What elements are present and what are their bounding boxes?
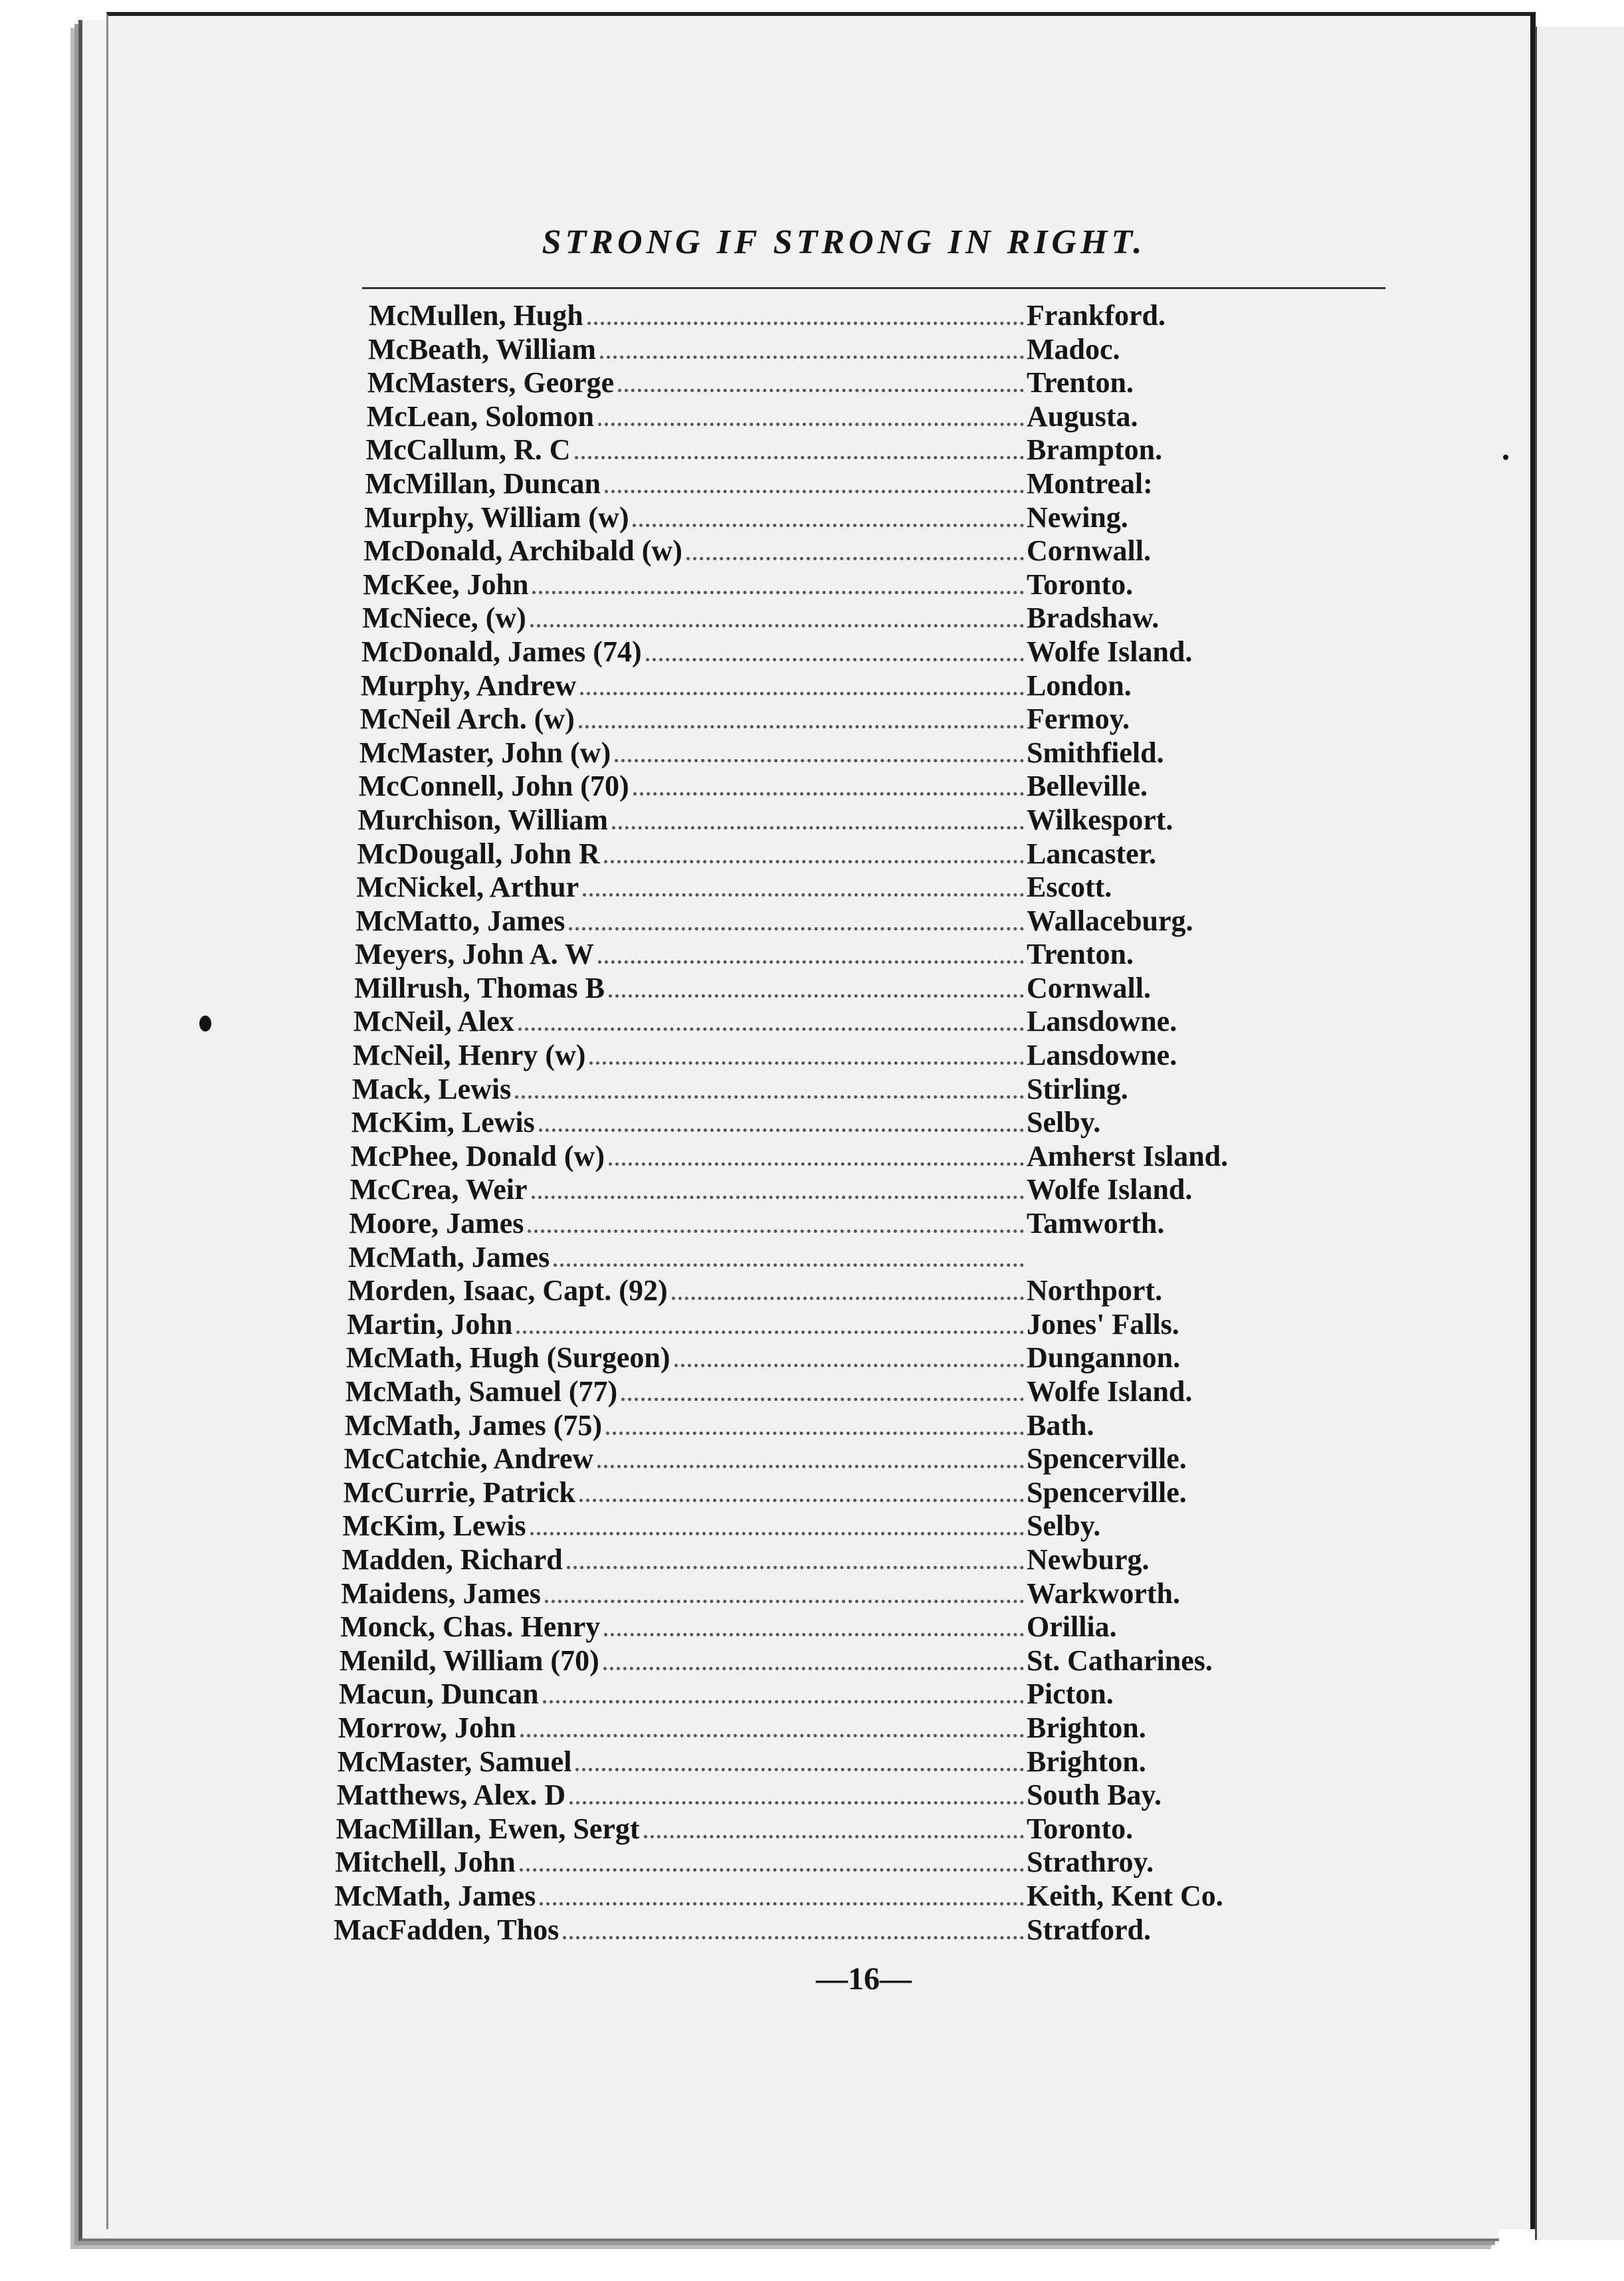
- list-entry: [363, 534, 1292, 568]
- entry-place: Bradshaw.: [1027, 601, 1160, 635]
- list-entry: [344, 1476, 1293, 1510]
- list-entry: [351, 1140, 1293, 1174]
- dot-leader: [633, 524, 1024, 527]
- entry-name: Martin, John: [347, 1307, 513, 1341]
- list-entry: [357, 837, 1292, 871]
- dot-leader: [567, 1566, 1024, 1569]
- dot-leader: [583, 893, 1024, 897]
- list-entry: [334, 1880, 1292, 1913]
- entry-name: McDonald, James (74): [361, 635, 642, 668]
- entry-place: Stratford.: [1027, 1913, 1151, 1946]
- dot-leader: [604, 1633, 1024, 1636]
- dot-leader: [598, 960, 1024, 964]
- entry-place: Spencerville.: [1027, 1442, 1187, 1475]
- list-entry: [342, 1509, 1292, 1543]
- entry-name: MacFadden, Thos: [334, 1913, 559, 1946]
- entry-name: McBeath, William: [367, 332, 596, 366]
- dot-leader: [530, 624, 1024, 627]
- list-entry: [366, 433, 1292, 467]
- entry-place: Wilkesport.: [1027, 803, 1173, 836]
- dot-leader: [615, 759, 1024, 762]
- entry-place: Keith, Kent Co.: [1027, 1879, 1223, 1912]
- dot-leader: [569, 1801, 1024, 1804]
- entry-name: McMath, Hugh (Surgeon): [346, 1341, 670, 1374]
- list-entry: [360, 703, 1292, 736]
- dot-leader: [603, 1667, 1024, 1670]
- head-rule: [362, 287, 1385, 289]
- list-entry: [341, 1577, 1292, 1611]
- entry-place: Strathroy.: [1027, 1846, 1154, 1879]
- dot-leader: [516, 1331, 1024, 1334]
- entry-place: Brighton.: [1027, 1745, 1146, 1778]
- dot-leader: [579, 725, 1024, 728]
- dot-leader: [621, 1398, 1024, 1401]
- list-entry: [358, 804, 1293, 837]
- list-entry: [334, 1913, 1292, 1947]
- dot-leader: [600, 356, 1024, 359]
- dot-leader: [554, 1263, 1024, 1267]
- dot-leader: [612, 826, 1024, 829]
- entry-place: Newburg.: [1027, 1543, 1150, 1576]
- entry-name: McNiece, (w): [362, 601, 526, 635]
- entry-name: McMaster, Samuel: [337, 1745, 572, 1778]
- list-entry: [345, 1409, 1292, 1443]
- entry-name: Macun, Duncan: [338, 1678, 539, 1711]
- list-entry: [359, 770, 1292, 804]
- dot-leader: [563, 1936, 1024, 1939]
- page-number: —16—: [816, 1961, 912, 1997]
- entry-place: Trenton.: [1027, 938, 1134, 971]
- entry-name: McNickel, Arthur: [356, 871, 579, 904]
- dot-leader: [530, 1532, 1024, 1535]
- entry-name: Murchison, William: [357, 803, 609, 836]
- entry-place: Frankford.: [1027, 299, 1166, 332]
- dot-leader: [589, 1061, 1024, 1065]
- list-entry: [344, 1442, 1292, 1476]
- entry-name: McDougall, John R: [357, 837, 600, 870]
- entry-name: McMatto, James: [355, 904, 565, 937]
- list-entry: [363, 568, 1292, 602]
- dot-leader: [686, 557, 1024, 560]
- list-entry: [349, 1207, 1292, 1241]
- dot-leader: [540, 1902, 1024, 1905]
- entry-name: McDonald, Archibald (w): [363, 534, 682, 568]
- entry-place: Orillia.: [1027, 1610, 1117, 1644]
- list-entry: [348, 1241, 1292, 1275]
- entry-place: South Bay.: [1027, 1779, 1162, 1812]
- entry-place: Fermoy.: [1027, 703, 1130, 736]
- list-entry: [340, 1610, 1292, 1644]
- entry-name: Maidens, James: [341, 1576, 541, 1610]
- dot-leader: [644, 1835, 1024, 1838]
- entry-place: Selby.: [1027, 1509, 1101, 1543]
- dot-leader: [579, 1499, 1024, 1502]
- dot-leader: [609, 994, 1024, 998]
- dot-leader: [543, 1700, 1024, 1703]
- entry-name: Morden, Isaac, Capt. (92): [348, 1274, 668, 1307]
- entry-place: Amherst Island.: [1027, 1139, 1229, 1172]
- dot-leader: [575, 456, 1024, 459]
- entry-name: McCallum, R. C: [365, 433, 571, 467]
- entry-name: McMaster, John (w): [359, 736, 611, 769]
- entry-place: Dungannon.: [1027, 1341, 1181, 1374]
- list-entry: [364, 501, 1292, 535]
- list-entry: [340, 1644, 1292, 1678]
- list-entry: [365, 467, 1293, 501]
- list-entry: [354, 1005, 1292, 1039]
- dot-leader: [674, 1364, 1024, 1367]
- ink-speck: [1503, 455, 1508, 460]
- list-entry: [354, 972, 1292, 1006]
- entry-name: McMullen, Hugh: [369, 299, 583, 332]
- entry-name: Mack, Lewis: [352, 1072, 512, 1105]
- list-entry: [342, 1543, 1292, 1577]
- entry-name: McMillan, Duncan: [365, 467, 601, 500]
- entry-place: Escott.: [1027, 871, 1112, 904]
- entry-place: Newing.: [1027, 500, 1128, 534]
- list-entry: [367, 400, 1292, 434]
- entry-name: Matthews, Alex. D: [336, 1779, 566, 1812]
- entry-place: Warkworth.: [1027, 1576, 1180, 1610]
- entry-name: McNeil, Alex: [353, 1005, 514, 1038]
- dot-leader: [606, 1432, 1024, 1435]
- entry-name: Murphy, Andrew: [360, 669, 577, 702]
- entry-place: Northport.: [1027, 1274, 1163, 1307]
- entry-name: McCatchie, Andrew: [344, 1442, 594, 1475]
- list-entry: [355, 905, 1292, 938]
- list-entry: [335, 1846, 1292, 1880]
- entry-place: Lansdowne.: [1027, 1005, 1177, 1038]
- running-head: STRONG IF STRONG IN RIGHT.: [542, 223, 1146, 261]
- list-entry: [368, 333, 1292, 367]
- entry-name: McPhee, Donald (w): [350, 1139, 605, 1172]
- list-entry: [336, 1812, 1293, 1846]
- entry-place: Lansdowne.: [1027, 1039, 1177, 1072]
- dot-leader: [580, 692, 1024, 695]
- entry-place: Lancaster.: [1027, 837, 1157, 870]
- dot-leader: [575, 1768, 1024, 1771]
- list-entry: [359, 736, 1292, 770]
- list-entry: [348, 1274, 1292, 1308]
- entry-place: St. Catharines.: [1027, 1644, 1213, 1677]
- list-entry: [352, 1106, 1292, 1140]
- dot-leader: [520, 1868, 1024, 1872]
- list-entry: [367, 366, 1292, 400]
- dot-leader: [518, 1028, 1024, 1031]
- entry-name: Morrow, John: [338, 1711, 516, 1744]
- entry-place: Jones' Falls.: [1027, 1307, 1179, 1341]
- entry-place: Belleville.: [1027, 770, 1148, 803]
- entry-name: McMath, James: [334, 1879, 536, 1912]
- name-list: [336, 299, 1292, 1947]
- entry-name: MacMillan, Ewen, Sergt: [336, 1812, 640, 1845]
- entry-place: Stirling.: [1027, 1072, 1128, 1105]
- dot-leader: [597, 1465, 1024, 1468]
- entry-name: Meyers, John A. W: [355, 938, 594, 971]
- entry-name: McConnell, John (70): [358, 770, 629, 803]
- list-entry: [355, 938, 1292, 972]
- entry-name: Menild, William (70): [340, 1644, 599, 1677]
- entry-place: Wolfe Island.: [1027, 1173, 1193, 1206]
- list-entry: [369, 299, 1292, 333]
- entry-name: Madden, Richard: [342, 1543, 563, 1576]
- entry-name: McLean, Solomon: [366, 399, 594, 433]
- dot-leader: [672, 1297, 1024, 1300]
- list-entry: [361, 669, 1292, 703]
- entry-place: Bath.: [1027, 1408, 1094, 1442]
- entry-place: Tamworth.: [1027, 1207, 1165, 1240]
- entry-name: McKee, John: [363, 568, 529, 601]
- dot-leader: [618, 389, 1024, 392]
- list-entry: [347, 1308, 1292, 1342]
- dot-leader: [520, 1734, 1024, 1737]
- dot-leader: [609, 1162, 1024, 1166]
- entry-name: McKim, Lewis: [342, 1509, 526, 1543]
- entry-name: Millrush, Thomas B: [354, 971, 605, 1004]
- entry-name: Murphy, William (w): [364, 500, 629, 534]
- entry-place: London.: [1027, 669, 1132, 702]
- dot-leader: [605, 490, 1024, 493]
- entry-place: Montreal:: [1027, 467, 1153, 500]
- entry-place: Cornwall.: [1027, 534, 1151, 568]
- facing-page-edge: [1535, 27, 1624, 2240]
- list-entry: [338, 1711, 1292, 1745]
- list-entry: [346, 1375, 1292, 1409]
- list-entry: [350, 1173, 1292, 1207]
- entry-place: Brampton.: [1027, 433, 1163, 467]
- dot-leader: [604, 860, 1024, 863]
- list-entry: [346, 1341, 1292, 1375]
- dot-leader: [532, 591, 1024, 594]
- entry-place: Augusta.: [1027, 399, 1138, 433]
- list-entry: [356, 871, 1292, 905]
- entry-place: Toronto.: [1027, 1812, 1134, 1845]
- entry-name: McMasters, George: [367, 366, 615, 399]
- dot-leader: [598, 423, 1024, 426]
- dot-leader: [532, 1196, 1024, 1199]
- entry-place: Spencerville.: [1027, 1475, 1187, 1509]
- entry-name: Moore, James: [349, 1207, 524, 1240]
- list-entry: [337, 1779, 1292, 1812]
- entry-name: Mitchell, John: [335, 1846, 516, 1879]
- list-entry: [361, 635, 1292, 669]
- list-entry: [338, 1745, 1292, 1779]
- entry-place: Madoc.: [1027, 332, 1120, 366]
- entry-place: Trenton.: [1027, 366, 1134, 399]
- entry-name: McMath, James (75): [344, 1408, 603, 1442]
- list-entry: [362, 601, 1292, 635]
- entry-place: Wolfe Island.: [1027, 635, 1193, 668]
- dot-leader: [515, 1095, 1024, 1099]
- entry-place: Wallaceburg.: [1027, 904, 1193, 937]
- entry-name: McKim, Lewis: [351, 1106, 535, 1139]
- entry-place: Wolfe Island.: [1027, 1375, 1193, 1408]
- dot-leader: [587, 322, 1024, 325]
- entry-name: McMath, Samuel (77): [345, 1375, 618, 1408]
- dot-leader: [539, 1129, 1024, 1132]
- dot-leader: [646, 658, 1024, 661]
- entry-name: McCrea, Weir: [350, 1173, 528, 1206]
- entry-name: Monck, Chas. Henry: [340, 1610, 601, 1644]
- list-entry: [353, 1039, 1292, 1073]
- entry-place: Selby.: [1027, 1106, 1101, 1139]
- entry-place: Brighton.: [1027, 1711, 1146, 1744]
- entry-place: Cornwall.: [1027, 971, 1151, 1004]
- entry-place: Smithfield.: [1027, 736, 1164, 769]
- entry-name: McMath, James: [348, 1240, 550, 1273]
- entry-name: McNeil, Henry (w): [352, 1039, 586, 1072]
- dot-leader: [569, 927, 1024, 930]
- dot-leader: [545, 1600, 1024, 1603]
- entry-name: McCurrie, Patrick: [343, 1475, 575, 1509]
- dot-leader: [633, 792, 1024, 796]
- list-entry: [339, 1678, 1292, 1711]
- entry-place: Picton.: [1027, 1678, 1114, 1711]
- ink-speck: [199, 1016, 211, 1032]
- entry-name: McNeil Arch. (w): [359, 703, 575, 736]
- list-entry: [352, 1073, 1292, 1107]
- dot-leader: [528, 1230, 1024, 1233]
- entry-place: Toronto.: [1027, 568, 1134, 601]
